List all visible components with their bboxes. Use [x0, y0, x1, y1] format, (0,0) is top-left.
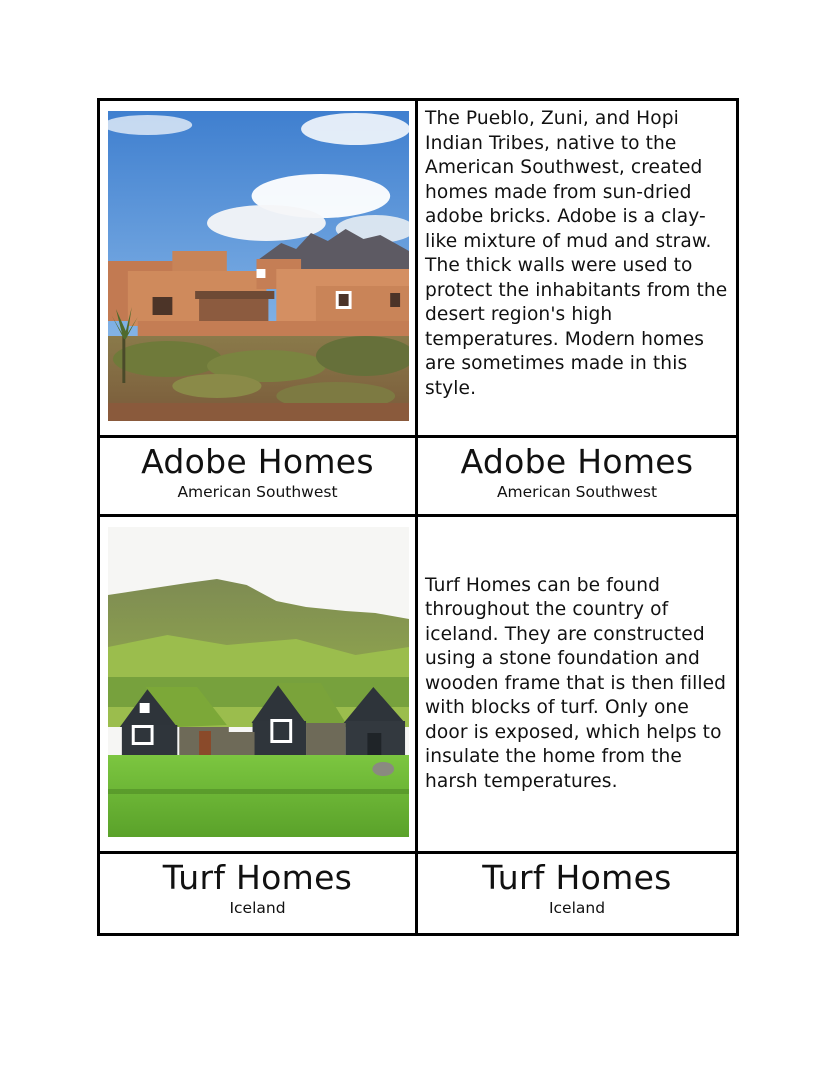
turf-label-card: [100, 854, 418, 933]
adobe-title: Adobe Homes: [141, 442, 374, 481]
turf-photo-cell: [100, 517, 418, 854]
turf-home-photo: [108, 527, 409, 837]
turf-title-copy: Turf Homes: [482, 858, 672, 897]
turf-subtitle: Iceland: [229, 899, 286, 917]
adobe-label-card: [100, 438, 418, 517]
adobe-description-cell: [418, 101, 736, 438]
three-part-card-sheet: [97, 98, 739, 936]
adobe-title-copy: Adobe Homes: [460, 442, 694, 481]
adobe-subtitle-copy: American Southwest: [496, 483, 658, 501]
turf-label-card-copy: [418, 854, 736, 933]
adobe-description: The Pueblo, Zuni, and Hopi Indian Tribes, native to the American Southwest, created homes made from sun-dried adobe bricks. Adobe is a clay-like mixture of mud and straw. The thick walls were used to protect the inhabitants from the desert region's high temperatures. Modern homes are sometimes made in this style.: [425, 108, 728, 399]
adobe-home-photo: [108, 111, 409, 421]
turf-description-cell: [418, 517, 736, 854]
turf-title: Turf Homes: [162, 858, 353, 897]
turf-description: Turf Homes can be found throughout the country of iceland. They are constructed using a stone foundation and wooden frame that is then filled with blocks of turf. Only one door is exposed, which helps to insulate the home from the harsh temperatures.: [425, 574, 727, 792]
turf-subtitle-copy: Iceland: [548, 899, 606, 917]
adobe-label-card-copy: [418, 438, 736, 517]
adobe-subtitle: American Southwest: [177, 483, 338, 501]
adobe-photo-cell: [100, 101, 418, 438]
